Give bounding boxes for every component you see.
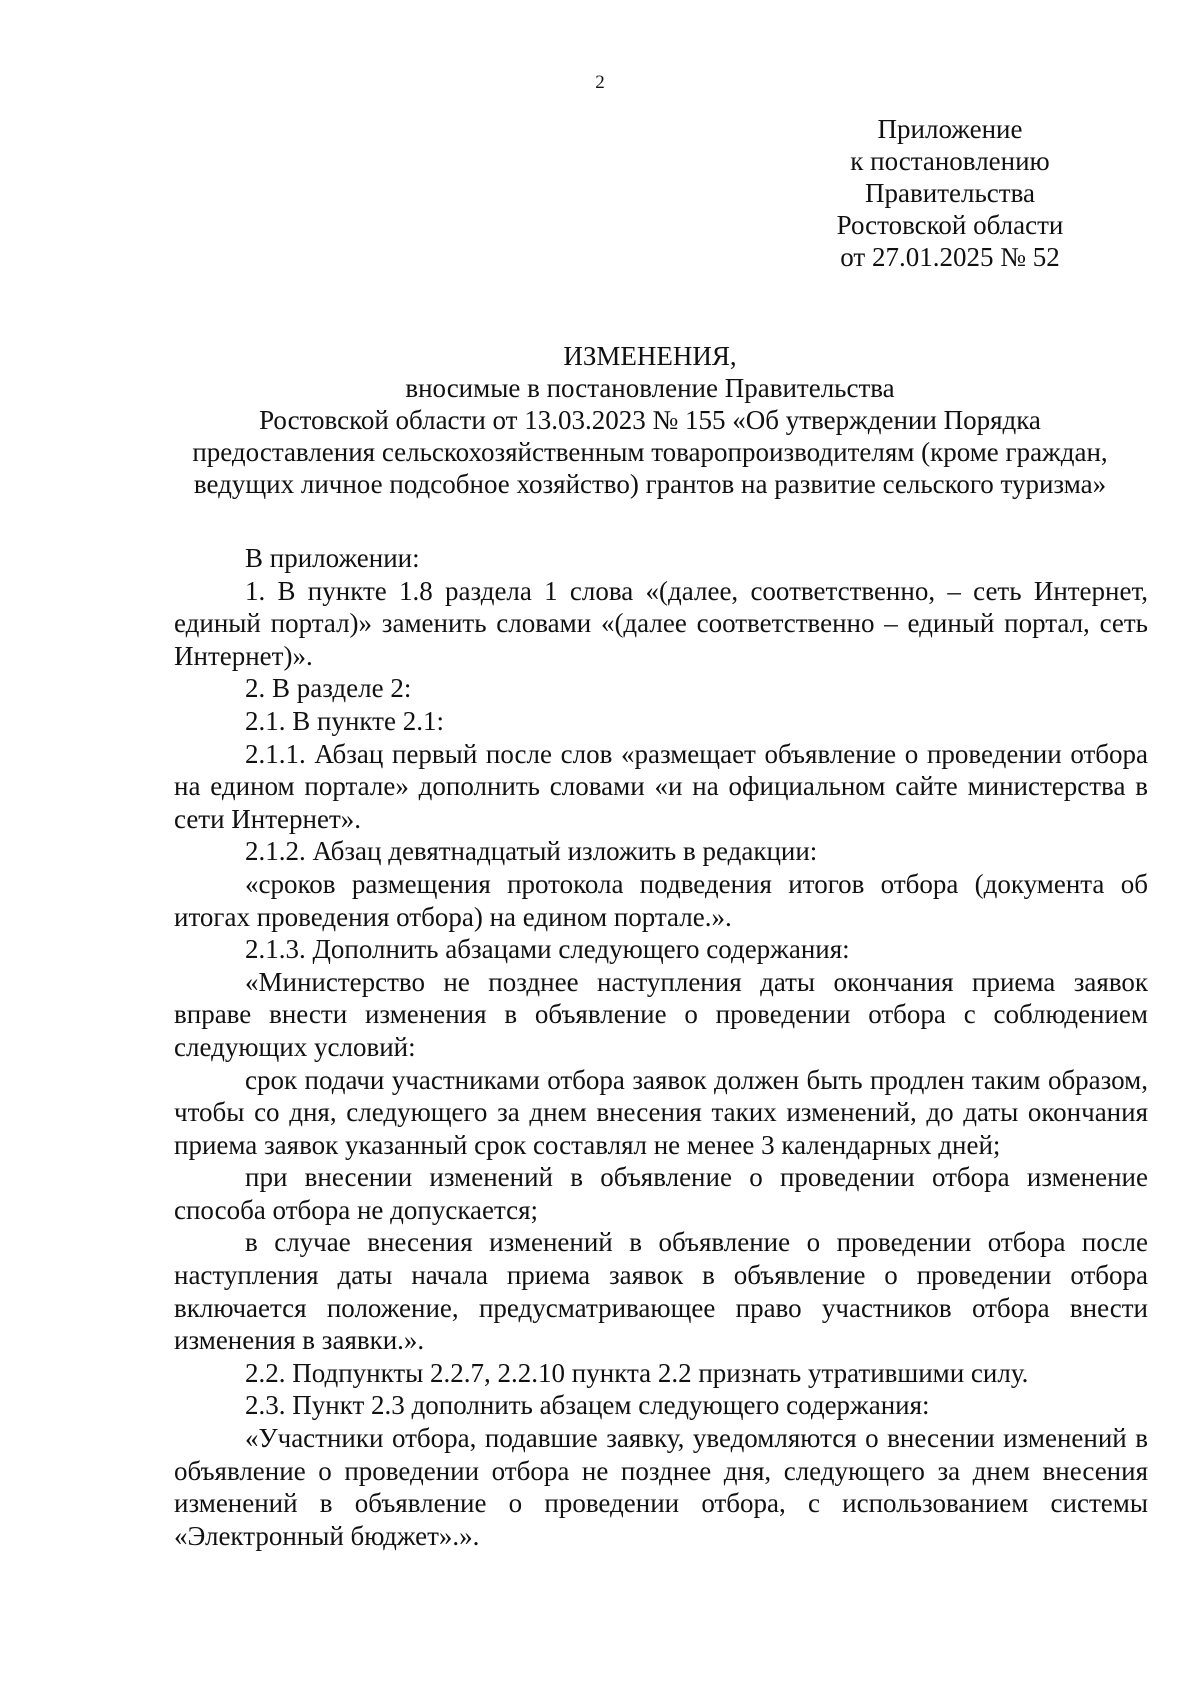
body-paragraph: В приложении: (245, 543, 420, 573)
title-line: предоставления сельскохозяйственным товаропроизводителям (кроме граждан, (192, 437, 1108, 467)
appendix-block (790, 113, 1110, 273)
title-line: ведущих личное подсобное хозяйство) грантов на развитие сельского туризма» (193, 469, 1107, 499)
body-paragraph: при внесении изменений в объявление о проведении отбора изменение способа отбора не допускается; (174, 1162, 1148, 1225)
body-paragraph: 2.1.2. Абзац девятнадцатый изложить в редакции: (245, 836, 818, 867)
body-paragraph: 2.2. Подпункты 2.2.7, 2.2.10 пункта 2.2 признать утратившими силу. (245, 1357, 1029, 1388)
page-number: 2 (595, 72, 605, 93)
body-paragraph: «Участники отбора, подавшие заявку, уведомляются о внесении изменений в объявление о проведении отбора не позднее дня, следующего за днем внесения изменений в объявление о проведении отбора, с использованием системы «Электронный бюджет».». (174, 1423, 1148, 1551)
title-line: Ростовской области от 13.03.2023 № 155 «Об утверждении Порядка (259, 405, 1041, 435)
body-paragraph: 2.1. В пункте 2.1: (245, 705, 444, 736)
appendix-line: Правительства (865, 178, 1035, 208)
appendix-line: Ростовской области (836, 210, 1064, 240)
document-body (174, 542, 1148, 1552)
body-paragraph: в случае внесения изменений в объявление о проведении отбора после наступления даты начала приема заявок в объявление о проведении отбора включается положение, предусматривающее право участников отбора внести изменения в заявки.». (174, 1227, 1148, 1356)
body-paragraph: срок подачи участниками отбора заявок должен быть продлен таким образом, чтобы со дня, следующего за днем внесения таких изменений, до даты окончания приема заявок указанный срок составлял не менее 3 календарных дней; (174, 1064, 1148, 1160)
body-paragraph: 2.3. Пункт 2.3 дополнить абзацем следующего содержания: (245, 1390, 930, 1421)
title-heading: ИЗМЕНЕНИЯ, (563, 341, 737, 371)
body-paragraph: «сроков размещения протокола подведения итогов отбора (документа об итогах проведения отбора) на едином портале.». (174, 868, 1148, 932)
body-paragraph: «Министерство не позднее наступления даты окончания приема заявок вправе внести изменения в объявление о проведении отбора с соблюдением следующих условий: (174, 966, 1148, 1062)
body-paragraph: 2.1.3. Дополнить абзацами следующего содержания: (245, 934, 850, 965)
title-line: вносимые в постановление Правительства (405, 373, 895, 403)
appendix-line: к постановлению (850, 146, 1050, 176)
body-paragraph: 2. В разделе 2: (245, 673, 412, 704)
document-title (170, 340, 1130, 500)
appendix-line: от 27.01.2025 № 52 (840, 242, 1060, 272)
body-paragraph: 2.1.1. Абзац первый после слов «размещает объявление о проведении отбора на едином портале» дополнить словами «и на официальном сайте министерства в сети Интернет». (174, 738, 1148, 834)
body-paragraph: 1. В пункте 1.8 раздела 1 слова «(далее, соответственно, – сеть Интернет, единый портал)» заменить словами «(далее соответственно – единый портал, сеть Интернет)». (174, 575, 1148, 671)
appendix-line: Приложение (877, 114, 1023, 144)
